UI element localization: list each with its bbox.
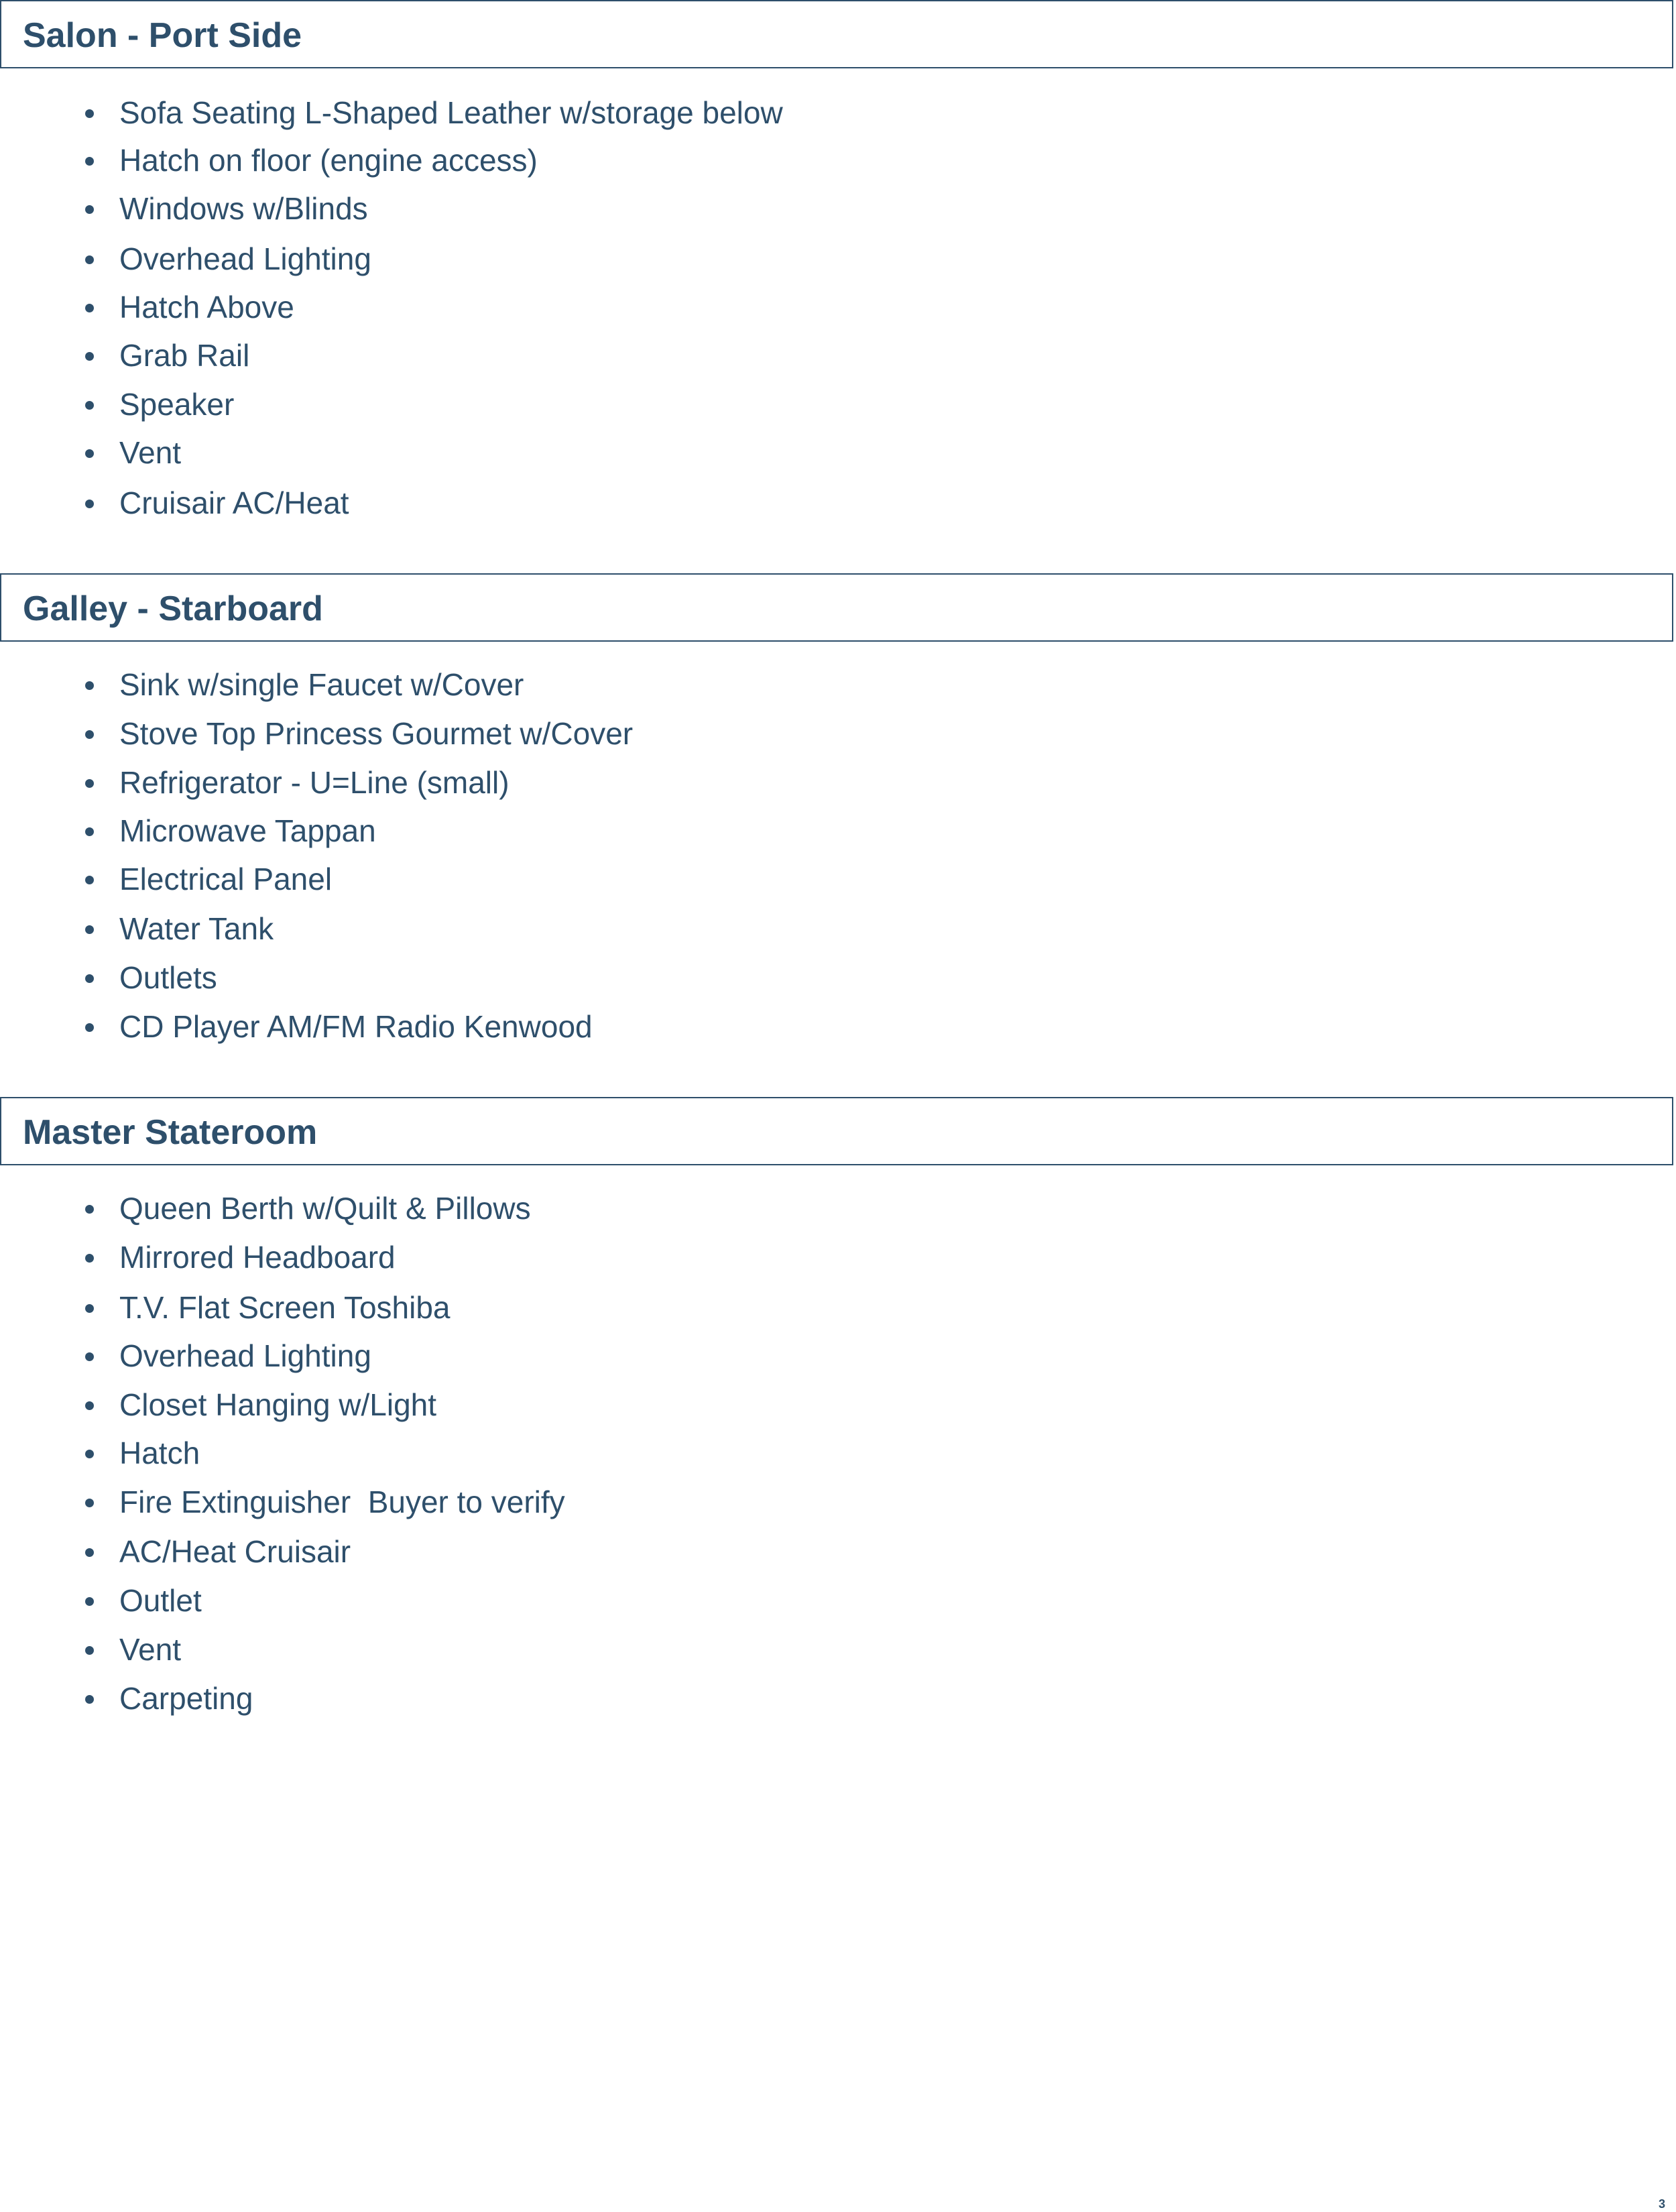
bullet-icon	[85, 1023, 94, 1032]
bullet-icon	[85, 779, 94, 788]
section-header	[0, 0, 1673, 68]
item-text: Outlets	[119, 960, 217, 995]
item-text: Cruisair AC/Heat	[119, 485, 349, 520]
item-text: Outlet	[119, 1583, 202, 1618]
bullet-icon	[85, 1646, 94, 1655]
bullet-icon	[85, 1597, 94, 1606]
bullet-icon	[85, 974, 94, 983]
item-text: Sofa Seating L-Shaped Leather w/storage below	[119, 95, 783, 130]
item-text: Overhead Lighting	[119, 1338, 371, 1373]
item-text: Carpeting	[119, 1681, 253, 1716]
section-title: Master Stateroom	[23, 1113, 318, 1152]
bullet-icon	[85, 304, 94, 312]
item-text: Closet Hanging w/Light	[119, 1387, 437, 1422]
bullet-icon	[85, 255, 94, 264]
section-header	[0, 573, 1673, 642]
item-text: Mirrored Headboard	[119, 1240, 396, 1275]
item-text: Refrigerator - U=Line (small)	[119, 765, 510, 800]
item-text: Hatch on floor (engine access)	[119, 143, 538, 178]
bullet-icon	[85, 1254, 94, 1263]
item-text: Overhead Lighting	[119, 241, 371, 276]
item-text: Windows w/Blinds	[119, 191, 368, 226]
item-text: Hatch Above	[119, 290, 294, 325]
bullet-icon	[85, 1401, 94, 1410]
section-title: Galley - Starboard	[23, 589, 323, 628]
item-text: AC/Heat Cruisair	[119, 1534, 351, 1569]
bullet-icon	[85, 1548, 94, 1557]
item-text: Queen Berth w/Quilt & Pillows	[119, 1191, 531, 1226]
bullet-icon	[85, 1352, 94, 1361]
item-text: Fire Extinguisher Buyer to verify	[119, 1485, 565, 1519]
bullet-icon	[85, 401, 94, 410]
item-text: Hatch	[119, 1436, 200, 1470]
item-text: T.V. Flat Screen Toshiba	[119, 1290, 451, 1325]
bullet-icon	[85, 157, 94, 166]
bullet-icon	[85, 352, 94, 361]
section-header	[0, 1097, 1673, 1165]
bullet-icon	[85, 109, 94, 118]
bullet-icon	[85, 205, 94, 214]
item-text: Stove Top Princess Gourmet w/Cover	[119, 716, 634, 751]
item-text: Speaker	[119, 387, 235, 422]
section-title: Salon - Port Side	[23, 16, 302, 55]
item-text: Vent	[119, 1632, 182, 1667]
bullet-icon	[85, 876, 94, 884]
bullet-icon	[85, 925, 94, 934]
item-text: Water Tank	[119, 911, 274, 946]
item-text: Electrical Panel	[119, 862, 333, 896]
item-text: Vent	[119, 435, 182, 470]
item-text: Microwave Tappan	[119, 813, 376, 848]
item-text: Grab Rail	[119, 338, 250, 373]
item-text: CD Player AM/FM Radio Kenwood	[119, 1009, 593, 1044]
bullet-icon	[85, 500, 94, 508]
bullet-icon	[85, 1499, 94, 1507]
page-number: 3	[1659, 2197, 1666, 2211]
item-text: Sink w/single Faucet w/Cover	[119, 667, 524, 702]
bullet-icon	[85, 1450, 94, 1458]
bullet-icon	[85, 730, 94, 739]
bullet-icon	[85, 681, 94, 690]
bullet-icon	[85, 827, 94, 836]
bullet-icon	[85, 1695, 94, 1704]
bullet-icon	[85, 1304, 94, 1313]
bullet-icon	[85, 1205, 94, 1214]
bullet-icon	[85, 449, 94, 458]
